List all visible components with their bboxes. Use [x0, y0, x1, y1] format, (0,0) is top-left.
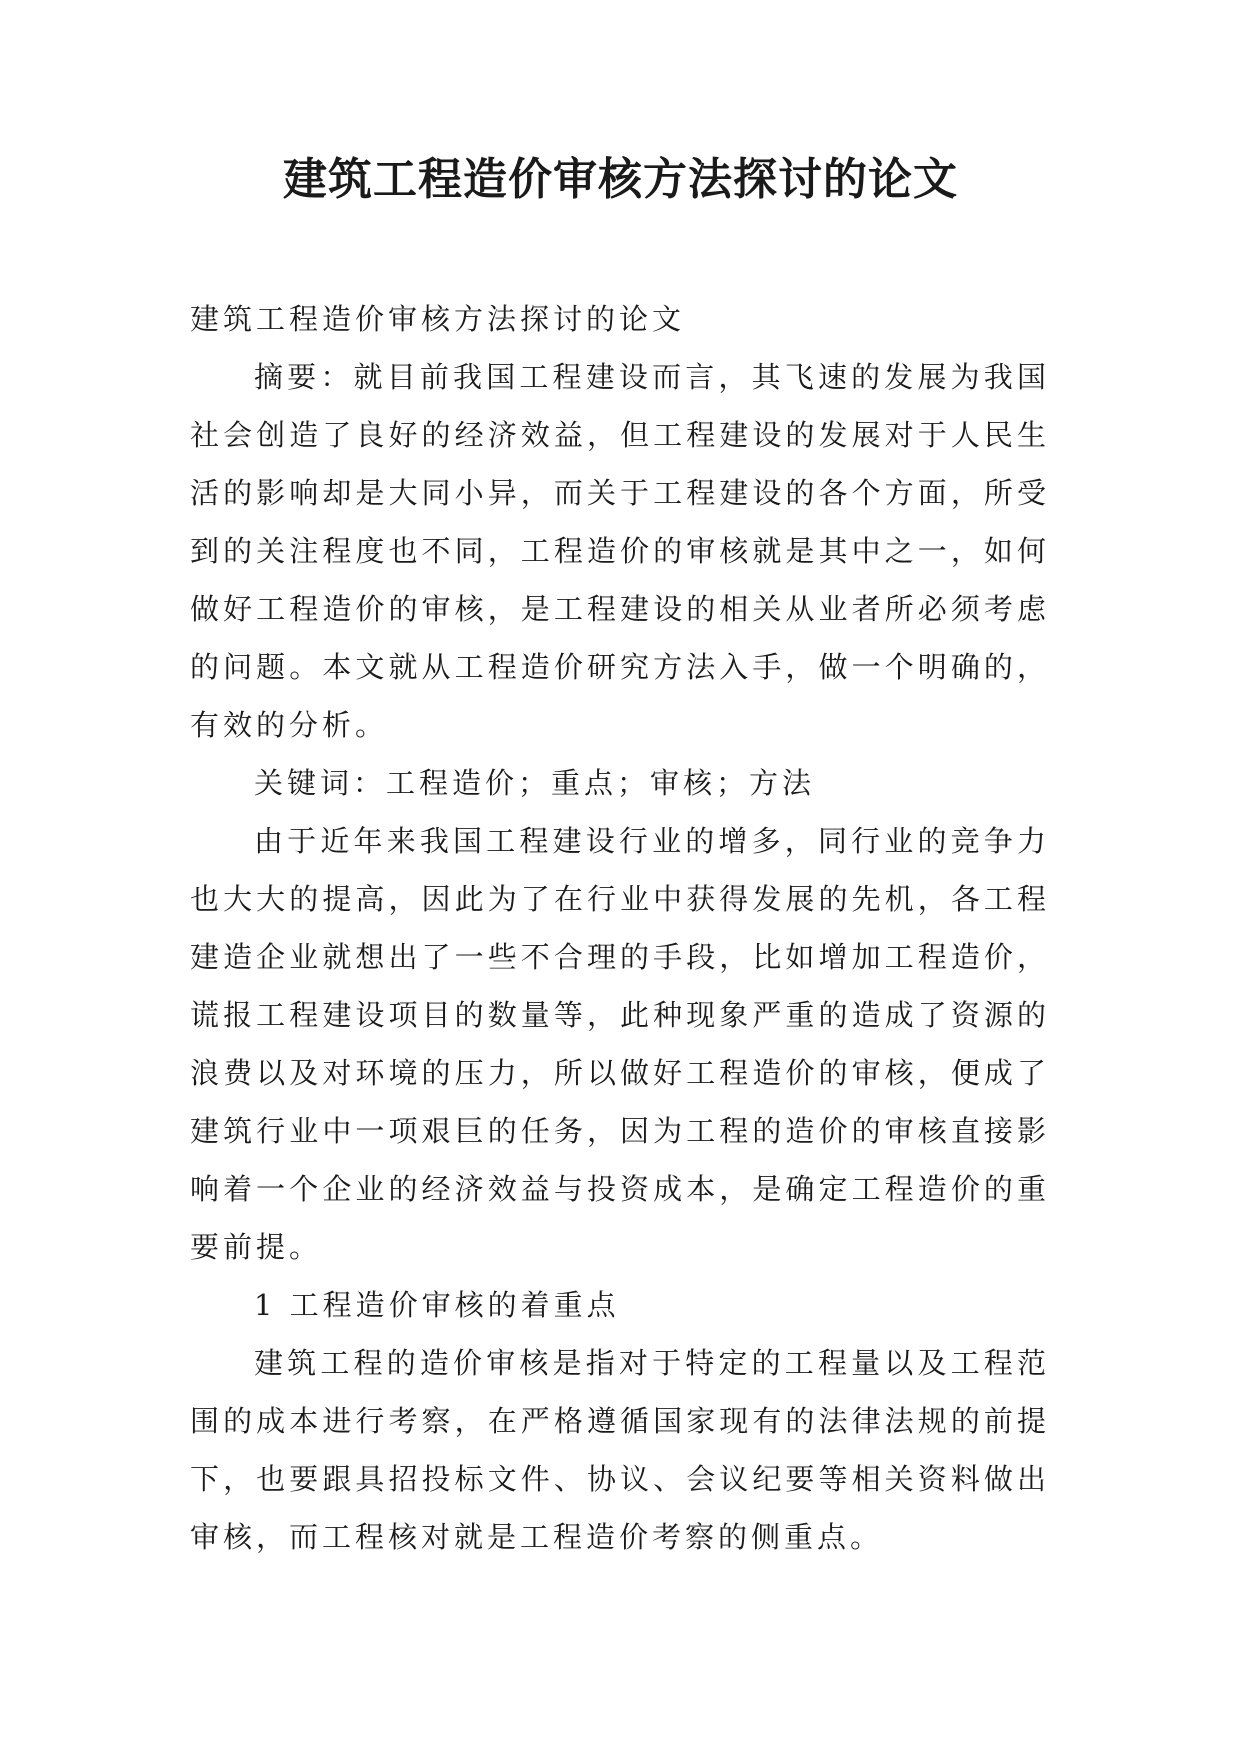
- document-title: 建筑工程造价审核方法探讨的论文: [283, 154, 958, 205]
- document-subtitle: 建筑工程造价审核方法探讨的论文: [190, 302, 686, 336]
- intro-paragraph: 由于近年来我国工程建设行业的增多，同行业的竞争力也大大的提高，因此为了在行业中获得发展的先机，各工程建造企业就想出了一些不合理的手段，比如增加工程造价，谎报工程建设项目的数量等，此种现象严重的造成了资源的浪费以及对环境的压力，所以做好工程造价的审核，便成了建筑行业中一项艰巨的任务，因为工程的造价的审核直接影响着一个企业的经济效益与投资成本，是确定工程造价的重要前提。: [190, 824, 1050, 1264]
- document-body: [190, 290, 1050, 1566]
- section-1-paragraph: 建筑工程的造价审核是指对于特定的工程量以及工程范围的成本进行考察，在严格遵循国家现有的法律法规的前提下，也要跟具招投标文件、协议、会议纪要等相关资料做出审核，而工程核对就是工程造价考察的侧重点。: [190, 1346, 1050, 1554]
- abstract-paragraph: 摘要：就目前我国工程建设而言，其飞速的发展为我国社会创造了良好的经济效益，但工程建设的发展对于人民生活的影响却是大同小异，而关于工程建设的各个方面，所受到的关注程度也不同，工程造价的审核就是其中之一，如何做好工程造价的审核，是工程建设的相关从业者所必须考虑的问题。本文就从工程造价研究方法入手，做一个明确的，有效的分析。: [190, 360, 1050, 742]
- section-1-heading: 1 工程造价审核的着重点: [254, 1288, 620, 1322]
- keywords-line: 关键词：工程造价；重点；审核；方法: [254, 766, 816, 800]
